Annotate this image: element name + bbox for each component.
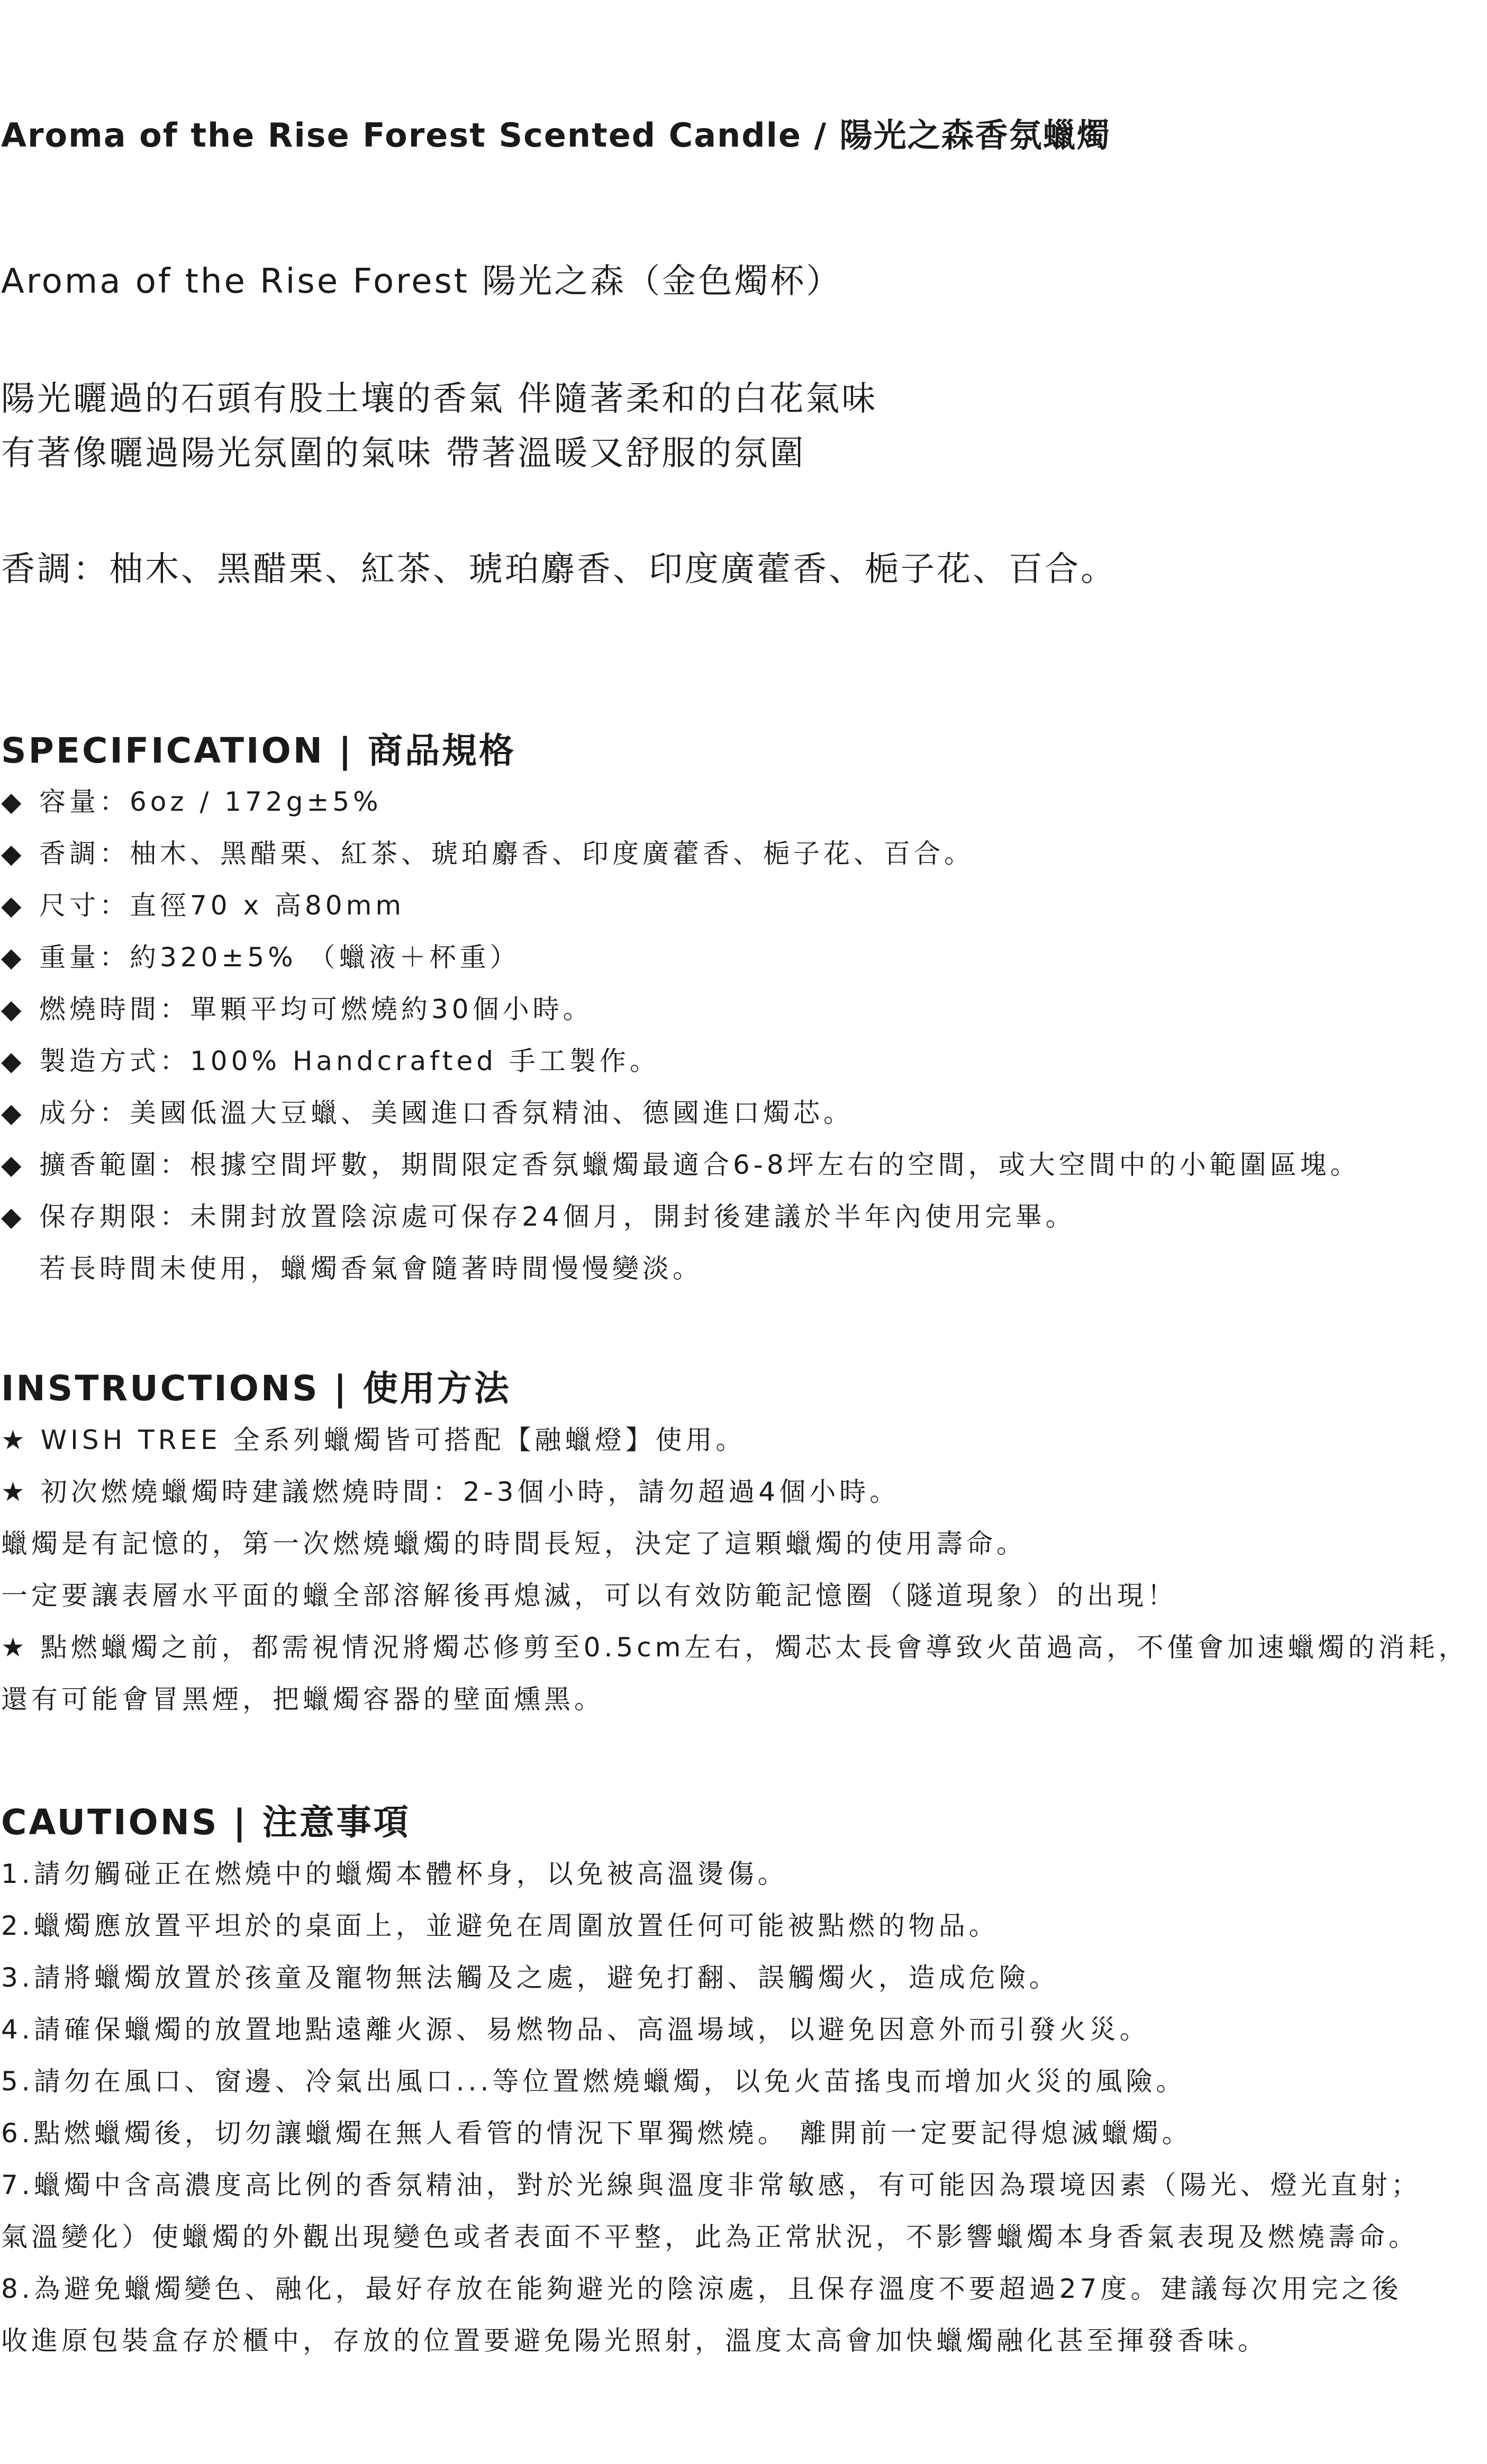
scent-description-line-2: 有著像曬過陽光氛圍的氣味 帶著溫暖又舒服的氛圍 [1,434,806,473]
diamond-bullet-icon: ◆ [1,1201,25,1232]
diamond-bullet-icon: ◆ [1,1098,25,1128]
spec-item-size: ◆ 尺寸：直徑70 x 高80mm [1,890,405,921]
instructions-heading: INSTRUCTIONS | 使用方法 [1,1368,511,1409]
caution-line: 6.點燃蠟燭後，切勿讓蠟燭在無人看管的情況下單獨燃燒。 離開前一定要記得熄滅蠟燭。 [1,2118,1192,2149]
spec-item-manufacturing: ◆ 製造方式：100% Handcrafted 手工製作。 [1,1046,660,1076]
spec-item-burn-time: ◆ 燃燒時間：單顆平均可燃燒約30個小時。 [1,994,593,1025]
product-name-line: Aroma of the Rise Forest 陽光之森（金色燭杯） [1,262,842,301]
diamond-bullet-icon: ◆ [1,1149,25,1180]
spec-item-ingredients: ◆ 成分：美國低溫大豆蠟、美國進口香氛精油、德國進口燭芯。 [1,1098,854,1128]
spec-shelf-life-continuation: 若長時間未使用，蠟燭香氣會隨著時間慢慢變淡。 [39,1253,703,1284]
instruction-line: 一定要讓表層水平面的蠟全部溶解後再熄滅，可以有效防範記憶圈（隧道現象）的出現！ [1,1580,1177,1611]
caution-line: 2.蠟燭應放置平坦於的桌面上，並避免在周圍放置任何可能被點燃的物品。 [1,1910,999,1941]
caution-line: 氣溫變化）使蠟燭的外觀出現變色或者表面不平整，此為正常狀況，不影響蠟燭本身香氣表現及燃燒壽命。 [1,2222,1419,2252]
caution-line: 3.請將蠟燭放置於孩童及寵物無法觸及之處，避免打翻、誤觸燭火，造成危險。 [1,1962,1059,1993]
diamond-bullet-icon: ◆ [1,994,25,1025]
diamond-bullet-icon: ◆ [1,1046,25,1076]
fragrance-notes-line: 香調：柚木、黑醋栗、紅茶、琥珀麝香、印度廣藿香、梔子花、百合。 [1,550,1117,589]
specification-heading: SPECIFICATION | 商品規格 [1,730,516,771]
spec-item-notes: ◆ 香調：柚木、黑醋栗、紅茶、琥珀麝香、印度廣藿香、梔子花、百合。 [1,838,974,869]
spec-item-weight: ◆ 重量：約320±5% （蠟液＋杯重） [1,942,520,973]
instruction-line: ★ 點燃蠟燭之前，都需視情況將燭芯修剪至0.5cm左右，燭芯太長會導致火苗過高，不僅會加速蠟燭的消耗， [1,1632,1469,1663]
cautions-heading: CAUTIONS | 注意事項 [1,1802,411,1843]
caution-line: 收進原包裝盒存於櫃中，存放的位置要避免陽光照射，溫度太高會加快蠟燭融化甚至揮發香味。 [1,2325,1268,2356]
instruction-line: ★ WISH TREE 全系列蠟燭皆可搭配【融蠟燈】使用。 [1,1425,746,1455]
caution-line: 7.蠟燭中含高濃度高比例的香氛精油，對於光線與溫度非常敏感，有可能因為環境因素（陽光、燈光直射； [1,2170,1421,2200]
caution-line: 5.請勿在風口、窗邊、冷氣出風口...等位置燃燒蠟燭，以免火苗搖曳而增加火災的風險。 [1,2066,1186,2097]
caution-line: 4.請確保蠟燭的放置地點遠離火源、易燃物品、高溫場域，以避免因意外而引發火災。 [1,2014,1150,2045]
instruction-line: ★ 初次燃燒蠟燭時建議燃燒時間：2-3個小時，請勿超過4個小時。 [1,1476,900,1507]
instruction-line: 還有可能會冒黑煙，把蠟燭容器的壁面燻黑。 [1,1684,604,1715]
diamond-bullet-icon: ◆ [1,838,25,869]
instruction-line: 蠟燭是有記憶的，第一次燃燒蠟燭的時間長短，決定了這顆蠟燭的使用壽命。 [1,1528,1027,1559]
diamond-bullet-icon: ◆ [1,890,25,921]
spec-item-diffusion-range: ◆ 擴香範圍：根據空間坪數，期間限定香氛蠟燭最適合6-8坪左右的空間，或大空間中的小範圍區塊。 [1,1149,1361,1180]
spec-item-capacity: ◆ 容量：6oz / 172g±5% [1,786,382,817]
diamond-bullet-icon: ◆ [1,786,25,817]
caution-line: 8.為避免蠟燭變色、融化，最好存放在能夠避光的陰涼處，且保存溫度不要超過27度。建議每次用完之後 [1,2273,1402,2304]
product-title: Aroma of the Rise Forest Scented Candle / 陽光之森香氛蠟燭 [1,116,1111,155]
spec-item-shelf-life: ◆ 保存期限：未開封放置陰涼處可保存24個月，開封後建議於半年內使用完畢。 [1,1201,1076,1232]
caution-line: 1.請勿觸碰正在燃燒中的蠟燭本體杯身，以免被高溫燙傷。 [1,1859,788,1889]
diamond-bullet-icon: ◆ [1,942,25,973]
scent-description-line-1: 陽光曬過的石頭有股土壤的香氣 伴隨著柔和的白花氣味 [1,379,878,419]
